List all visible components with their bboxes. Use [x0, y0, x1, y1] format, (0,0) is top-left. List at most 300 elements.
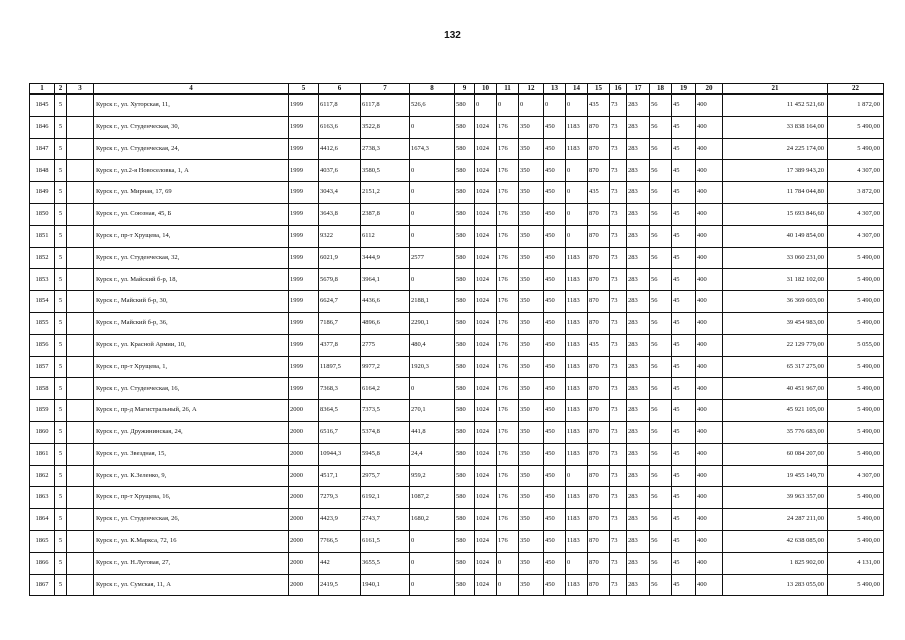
table-cell-col7: 6117,8 [361, 94, 410, 116]
table-cell-col16: 73 [610, 378, 627, 400]
table-cell-col6: 6021,9 [319, 247, 361, 269]
table-cell-col7: 5374,8 [361, 421, 410, 443]
table-cell-col21: 24 225 174,00 [723, 138, 828, 160]
table-cell-col17: 283 [627, 203, 650, 225]
table-cell-col16: 73 [610, 487, 627, 509]
table-cell-col7: 4436,6 [361, 291, 410, 313]
table-cell-col20: 400 [696, 356, 723, 378]
table-cell-col3 [67, 574, 94, 596]
table-cell-col9: 580 [455, 465, 475, 487]
table-cell-col15: 870 [588, 203, 610, 225]
table-cell-col4: Курск г., Майский б-р, 30, [94, 291, 289, 313]
table-cell-col15: 870 [588, 443, 610, 465]
table-cell-col1: 1850 [30, 203, 55, 225]
table-cell-col18: 56 [650, 225, 672, 247]
table-cell-col17: 283 [627, 574, 650, 596]
table-cell-col8: 441,8 [410, 421, 455, 443]
table-cell-col1: 1846 [30, 116, 55, 138]
table-row [30, 116, 884, 138]
table-cell-col7: 7373,5 [361, 400, 410, 422]
table-cell-col13: 450 [544, 116, 566, 138]
table-cell-col17: 283 [627, 356, 650, 378]
table-cell-col6: 11897,5 [319, 356, 361, 378]
table-cell-col9: 580 [455, 443, 475, 465]
table-cell-col3 [67, 94, 94, 116]
table-cell-col13: 450 [544, 160, 566, 182]
table-cell-col5: 2000 [289, 509, 319, 531]
table-cell-col2: 5 [55, 421, 67, 443]
table-cell-col8: 1920,3 [410, 356, 455, 378]
table-cell-col9: 580 [455, 487, 475, 509]
table-cell-col1: 1859 [30, 400, 55, 422]
table-cell-col9: 580 [455, 269, 475, 291]
table-cell-col1: 1864 [30, 509, 55, 531]
table-cell-col13: 450 [544, 400, 566, 422]
table-cell-col3 [67, 247, 94, 269]
table-cell-col3 [67, 356, 94, 378]
table-cell-col9: 580 [455, 94, 475, 116]
table-cell-col9: 580 [455, 291, 475, 313]
table-cell-col5: 2000 [289, 530, 319, 552]
table-cell-col15: 870 [588, 509, 610, 531]
table-cell-col3 [67, 552, 94, 574]
table-cell-col2: 5 [55, 378, 67, 400]
column-header-3: 3 [67, 84, 94, 95]
table-cell-col5: 1999 [289, 138, 319, 160]
table-cell-col19: 45 [672, 465, 696, 487]
table-cell-col10: 1024 [475, 269, 497, 291]
table-cell-col6: 4517,1 [319, 465, 361, 487]
table-cell-col17: 283 [627, 160, 650, 182]
table-cell-col15: 870 [588, 400, 610, 422]
table-cell-col21: 40 451 967,00 [723, 378, 828, 400]
table-cell-col6: 6163,6 [319, 116, 361, 138]
table-cell-col5: 2000 [289, 421, 319, 443]
table-cell-col8: 0 [410, 225, 455, 247]
table-cell-col8: 0 [410, 116, 455, 138]
table-cell-col22: 5 490,00 [828, 116, 884, 138]
table-cell-col15: 870 [588, 574, 610, 596]
table-cell-col21: 13 283 055,00 [723, 574, 828, 596]
table-cell-col5: 1999 [289, 334, 319, 356]
table-cell-col22: 3 872,00 [828, 182, 884, 204]
table-cell-col1: 1861 [30, 443, 55, 465]
table-cell-col12: 350 [519, 400, 544, 422]
column-header-14: 14 [566, 84, 588, 95]
table-cell-col12: 350 [519, 269, 544, 291]
table-cell-col15: 870 [588, 116, 610, 138]
table-cell-col22: 4 307,00 [828, 203, 884, 225]
table-cell-col16: 73 [610, 509, 627, 531]
table-cell-col8: 480,4 [410, 334, 455, 356]
table-body [30, 94, 884, 596]
table-cell-col14: 0 [566, 225, 588, 247]
table-cell-col21: 22 129 779,00 [723, 334, 828, 356]
table-cell-col14: 1183 [566, 443, 588, 465]
table-cell-col20: 400 [696, 138, 723, 160]
table-cell-col15: 870 [588, 530, 610, 552]
table-cell-col13: 450 [544, 443, 566, 465]
table-cell-col13: 450 [544, 421, 566, 443]
table-cell-col4: Курск г., ул. Студенческая, 32, [94, 247, 289, 269]
table-cell-col8: 1680,2 [410, 509, 455, 531]
table-cell-col15: 870 [588, 552, 610, 574]
table-cell-col8: 0 [410, 530, 455, 552]
table-cell-col16: 73 [610, 225, 627, 247]
table-cell-col8: 2188,1 [410, 291, 455, 313]
table-cell-col16: 73 [610, 400, 627, 422]
table-cell-col6: 2419,5 [319, 574, 361, 596]
table-cell-col4: Курск г., пр-д Магистральный, 26, А [94, 400, 289, 422]
table-cell-col6: 6624,7 [319, 291, 361, 313]
table-cell-col22: 4 307,00 [828, 465, 884, 487]
table-cell-col11: 176 [497, 203, 519, 225]
table-cell-col13: 450 [544, 247, 566, 269]
table-cell-col11: 0 [497, 94, 519, 116]
table-cell-col14: 1183 [566, 116, 588, 138]
table-cell-col5: 1999 [289, 160, 319, 182]
table-cell-col2: 5 [55, 509, 67, 531]
column-header-10: 10 [475, 84, 497, 95]
table-cell-col6: 8364,5 [319, 400, 361, 422]
table-cell-col7: 3964,1 [361, 269, 410, 291]
table-cell-col5: 1999 [289, 356, 319, 378]
header-row [30, 84, 884, 95]
table-cell-col11: 0 [497, 552, 519, 574]
table-cell-col14: 1183 [566, 138, 588, 160]
column-header-16: 16 [610, 84, 627, 95]
table-cell-col6: 7279,3 [319, 487, 361, 509]
table-row [30, 552, 884, 574]
table-cell-col19: 45 [672, 552, 696, 574]
table-cell-col2: 5 [55, 291, 67, 313]
table-cell-col16: 73 [610, 443, 627, 465]
table-cell-col17: 283 [627, 465, 650, 487]
table-cell-col19: 45 [672, 378, 696, 400]
table-cell-col8: 0 [410, 203, 455, 225]
table-cell-col14: 0 [566, 552, 588, 574]
table-row [30, 291, 884, 313]
table-cell-col10: 1024 [475, 312, 497, 334]
table-row [30, 378, 884, 400]
table-cell-col20: 400 [696, 487, 723, 509]
table-cell-col8: 0 [410, 182, 455, 204]
table-cell-col10: 1024 [475, 574, 497, 596]
table-cell-col22: 5 490,00 [828, 443, 884, 465]
table-cell-col1: 1848 [30, 160, 55, 182]
table-cell-col19: 45 [672, 356, 696, 378]
table-row [30, 247, 884, 269]
table-cell-col5: 1999 [289, 312, 319, 334]
table-cell-col17: 283 [627, 116, 650, 138]
table-cell-col5: 1999 [289, 203, 319, 225]
table-cell-col18: 56 [650, 116, 672, 138]
table-cell-col14: 1183 [566, 421, 588, 443]
column-header-19: 19 [672, 84, 696, 95]
table-cell-col18: 56 [650, 421, 672, 443]
table-cell-col1: 1854 [30, 291, 55, 313]
table-cell-col7: 6112 [361, 225, 410, 247]
table-cell-col6: 3643,8 [319, 203, 361, 225]
table-cell-col2: 5 [55, 247, 67, 269]
table-cell-col12: 0 [519, 94, 544, 116]
table-cell-col17: 283 [627, 530, 650, 552]
table-cell-col15: 870 [588, 269, 610, 291]
table-cell-col7: 2743,7 [361, 509, 410, 531]
table-cell-col19: 45 [672, 487, 696, 509]
table-cell-col12: 350 [519, 378, 544, 400]
table-cell-col7: 2151,2 [361, 182, 410, 204]
column-header-8: 8 [410, 84, 455, 95]
table-cell-col6: 4412,6 [319, 138, 361, 160]
table-cell-col12: 350 [519, 530, 544, 552]
table-cell-col3 [67, 465, 94, 487]
table-cell-col10: 1024 [475, 400, 497, 422]
table-cell-col9: 580 [455, 574, 475, 596]
table-cell-col13: 450 [544, 509, 566, 531]
column-header-21: 21 [723, 84, 828, 95]
column-header-20: 20 [696, 84, 723, 95]
table-cell-col15: 435 [588, 334, 610, 356]
table-cell-col18: 56 [650, 247, 672, 269]
table-cell-col14: 1183 [566, 509, 588, 531]
table-cell-col12: 350 [519, 138, 544, 160]
table-cell-col14: 1183 [566, 312, 588, 334]
table-cell-col15: 870 [588, 465, 610, 487]
column-header-13: 13 [544, 84, 566, 95]
table-cell-col11: 176 [497, 160, 519, 182]
table-cell-col13: 450 [544, 269, 566, 291]
table-cell-col18: 56 [650, 356, 672, 378]
table-cell-col12: 350 [519, 552, 544, 574]
table-row [30, 443, 884, 465]
table-cell-col9: 580 [455, 160, 475, 182]
table-cell-col21: 60 084 207,00 [723, 443, 828, 465]
table-cell-col14: 0 [566, 160, 588, 182]
table-cell-col1: 1863 [30, 487, 55, 509]
table-row [30, 465, 884, 487]
table-cell-col11: 176 [497, 312, 519, 334]
table-cell-col11: 176 [497, 225, 519, 247]
table-cell-col8: 0 [410, 574, 455, 596]
table-cell-col6: 10944,3 [319, 443, 361, 465]
table-cell-col11: 176 [497, 443, 519, 465]
table-cell-col2: 5 [55, 225, 67, 247]
table-cell-col3 [67, 116, 94, 138]
table-cell-col21: 39 963 357,00 [723, 487, 828, 509]
table-cell-col10: 1024 [475, 378, 497, 400]
table-cell-col12: 350 [519, 247, 544, 269]
table-row [30, 182, 884, 204]
column-header-12: 12 [519, 84, 544, 95]
table-cell-col18: 56 [650, 182, 672, 204]
table-cell-col19: 45 [672, 138, 696, 160]
table-cell-col18: 56 [650, 530, 672, 552]
table-cell-col19: 45 [672, 400, 696, 422]
table-cell-col13: 450 [544, 203, 566, 225]
table-cell-col6: 7766,5 [319, 530, 361, 552]
table-cell-col8: 526,6 [410, 94, 455, 116]
table-cell-col9: 580 [455, 138, 475, 160]
table-cell-col15: 870 [588, 421, 610, 443]
table-cell-col16: 73 [610, 182, 627, 204]
table-cell-col8: 959,2 [410, 465, 455, 487]
table-cell-col13: 450 [544, 225, 566, 247]
table-cell-col18: 56 [650, 552, 672, 574]
table-row [30, 138, 884, 160]
table-cell-col9: 580 [455, 421, 475, 443]
table-cell-col8: 2290,1 [410, 312, 455, 334]
table-cell-col21: 35 776 683,00 [723, 421, 828, 443]
table-cell-col2: 5 [55, 203, 67, 225]
table-cell-col20: 400 [696, 94, 723, 116]
table-cell-col11: 176 [497, 138, 519, 160]
table-cell-col6: 4037,6 [319, 160, 361, 182]
table-cell-col21: 36 369 603,00 [723, 291, 828, 313]
table-cell-col3 [67, 530, 94, 552]
table-cell-col3 [67, 487, 94, 509]
table-cell-col1: 1865 [30, 530, 55, 552]
table-cell-col16: 73 [610, 160, 627, 182]
table-cell-col19: 45 [672, 421, 696, 443]
table-cell-col4: Курск г., ул. Майский б-р, 18, [94, 269, 289, 291]
table-cell-col17: 283 [627, 291, 650, 313]
table-cell-col14: 1183 [566, 530, 588, 552]
table-cell-col5: 1999 [289, 116, 319, 138]
table-cell-col12: 350 [519, 487, 544, 509]
table-cell-col11: 176 [497, 509, 519, 531]
table-cell-col11: 176 [497, 182, 519, 204]
table-cell-col12: 350 [519, 574, 544, 596]
table-cell-col21: 11 784 044,80 [723, 182, 828, 204]
table-cell-col19: 45 [672, 203, 696, 225]
table-cell-col5: 2000 [289, 487, 319, 509]
table-cell-col1: 1855 [30, 312, 55, 334]
table-cell-col5: 1999 [289, 378, 319, 400]
table-cell-col13: 450 [544, 334, 566, 356]
table-cell-col15: 870 [588, 356, 610, 378]
table-cell-col5: 1999 [289, 182, 319, 204]
table-cell-col19: 45 [672, 443, 696, 465]
table-cell-col20: 400 [696, 269, 723, 291]
table-cell-col13: 450 [544, 312, 566, 334]
table-cell-col9: 580 [455, 334, 475, 356]
column-header-4: 4 [94, 84, 289, 95]
table-cell-col13: 450 [544, 574, 566, 596]
table-cell-col7: 3522,8 [361, 116, 410, 138]
table-cell-col14: 0 [566, 465, 588, 487]
table-cell-col9: 580 [455, 182, 475, 204]
table-cell-col22: 5 490,00 [828, 138, 884, 160]
table-cell-col12: 350 [519, 312, 544, 334]
table-cell-col15: 435 [588, 182, 610, 204]
table-cell-col2: 5 [55, 269, 67, 291]
table-cell-col17: 283 [627, 94, 650, 116]
table-cell-col4: Курск г., ул. Студенческая, 26, [94, 509, 289, 531]
table-cell-col18: 56 [650, 378, 672, 400]
table-cell-col3 [67, 269, 94, 291]
table-cell-col9: 580 [455, 356, 475, 378]
table-cell-col18: 56 [650, 487, 672, 509]
table-cell-col18: 56 [650, 400, 672, 422]
table-cell-col3 [67, 334, 94, 356]
table-cell-col2: 5 [55, 334, 67, 356]
table-row [30, 509, 884, 531]
column-header-6: 6 [319, 84, 361, 95]
table-cell-col21: 11 452 521,60 [723, 94, 828, 116]
table-cell-col11: 176 [497, 421, 519, 443]
table-cell-col14: 1183 [566, 400, 588, 422]
table-cell-col14: 1183 [566, 378, 588, 400]
table-cell-col20: 400 [696, 400, 723, 422]
table-cell-col18: 56 [650, 312, 672, 334]
table-cell-col21: 15 693 846,60 [723, 203, 828, 225]
table-cell-col12: 350 [519, 225, 544, 247]
table-cell-col17: 283 [627, 421, 650, 443]
table-cell-col4: Курск г., ул. Мирная, 17, 69 [94, 182, 289, 204]
table-cell-col17: 283 [627, 182, 650, 204]
table-cell-col3 [67, 138, 94, 160]
table-row [30, 312, 884, 334]
table-cell-col9: 580 [455, 116, 475, 138]
table-cell-col7: 9977,2 [361, 356, 410, 378]
column-header-11: 11 [497, 84, 519, 95]
table-cell-col9: 580 [455, 378, 475, 400]
table-cell-col21: 24 287 211,00 [723, 509, 828, 531]
table-cell-col17: 283 [627, 269, 650, 291]
table-cell-col11: 176 [497, 116, 519, 138]
table-cell-col18: 56 [650, 334, 672, 356]
table-cell-col21: 19 455 149,70 [723, 465, 828, 487]
table-cell-col18: 56 [650, 509, 672, 531]
table-cell-col20: 400 [696, 509, 723, 531]
table-cell-col4: Курск г., ул. К.Маркса, 72, 16 [94, 530, 289, 552]
table-cell-col16: 73 [610, 269, 627, 291]
table-cell-col4: Курск г., ул.2-я Новоселовка, 1, А [94, 160, 289, 182]
table-cell-col18: 56 [650, 574, 672, 596]
table-cell-col15: 870 [588, 312, 610, 334]
table-cell-col5: 2000 [289, 400, 319, 422]
table-cell-col14: 1183 [566, 487, 588, 509]
table-cell-col7: 5945,8 [361, 443, 410, 465]
table-cell-col17: 283 [627, 138, 650, 160]
table-cell-col7: 2738,3 [361, 138, 410, 160]
table-cell-col7: 4896,6 [361, 312, 410, 334]
table-row [30, 421, 884, 443]
table-cell-col16: 73 [610, 116, 627, 138]
table-cell-col1: 1853 [30, 269, 55, 291]
table-cell-col2: 5 [55, 138, 67, 160]
table-cell-col1: 1866 [30, 552, 55, 574]
table-cell-col10: 1024 [475, 421, 497, 443]
table-cell-col20: 400 [696, 421, 723, 443]
table-cell-col16: 73 [610, 138, 627, 160]
table-cell-col22: 5 490,00 [828, 574, 884, 596]
table-cell-col10: 1024 [475, 465, 497, 487]
table-cell-col16: 73 [610, 203, 627, 225]
table-cell-col2: 5 [55, 356, 67, 378]
table-cell-col13: 0 [544, 94, 566, 116]
table-cell-col14: 1183 [566, 291, 588, 313]
column-header-22: 22 [828, 84, 884, 95]
table-cell-col16: 73 [610, 94, 627, 116]
table-cell-col10: 1024 [475, 356, 497, 378]
table-cell-col21: 39 454 983,00 [723, 312, 828, 334]
table-cell-col10: 1024 [475, 487, 497, 509]
table-cell-col20: 400 [696, 182, 723, 204]
table-cell-col9: 580 [455, 552, 475, 574]
table-cell-col14: 0 [566, 182, 588, 204]
